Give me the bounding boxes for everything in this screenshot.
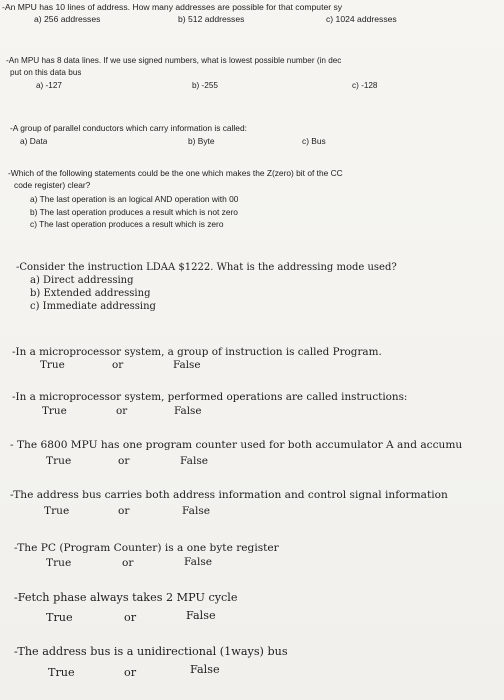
question-9-or: or [118,505,130,517]
question-9-text: -The address bus carries both address information and control signal information [10,489,448,501]
question-2-option-c: c) -128 [352,81,378,90]
question-4-text: -Which of the following statements could be the one which makes the Z(zero) bit of the CC [8,168,343,178]
question-1-option-c: c) 1024 addresses [326,14,397,24]
question-6-true: True [40,359,65,371]
question-11-or: or [124,611,137,624]
question-10-or: or [122,557,134,569]
question-12-or: or [124,666,137,679]
question-2-option-a: a) -127 [36,81,62,90]
question-3-option-c: c) Bus [302,136,326,146]
question-7-false: False [174,405,202,417]
question-2-option-b: b) -255 [192,81,218,90]
question-5-text: -Consider the instruction LDAA $1222. What is the addressing mode used? [16,262,397,273]
question-11-text: -Fetch phase always takes 2 MPU cycle [14,591,238,604]
question-4-text-line2: code register) clear? [14,180,91,190]
question-8-or: or [118,455,130,467]
question-7-text: -In a microprocessor system, performed operations are called instructions: [12,391,408,403]
question-8-true: True [46,455,72,467]
question-2-text: -An MPU has 8 data lines. If we use signed numbers, what is lowest possible number (in dec [6,56,342,65]
question-10-text: -The PC (Program Counter) is a one byte register [14,542,279,554]
question-5-option-a: a) Direct addressing [30,275,134,286]
question-3-option-a: a) Data [20,136,48,146]
question-8-text: - The 6800 MPU has one program counter used for both accumulator A and accumu [10,439,463,451]
question-11-false: False [186,609,216,622]
question-9-true: True [44,505,70,517]
question-10-false: False [184,556,213,568]
question-12-text: -The address bus is a unidirectional (1ways) bus [14,645,288,658]
question-4-option-c: c) The last operation produces a result which is zero [30,219,224,229]
question-12-true: True [48,666,75,679]
question-12-false: False [190,663,220,676]
question-7-or: or [116,405,128,417]
question-4-option-a: a) The last operation is an logical AND operation with 00 [30,194,239,204]
question-6-false: False [173,359,201,371]
question-6-text: -In a microprocessor system, a group of instruction is called Program. [12,346,382,358]
question-2-text-line2: put on this data bus [10,68,82,77]
question-4-option-b: b) The last operation produces a result which is not zero [30,207,238,217]
question-1-option-b: b) 512 addresses [178,14,245,24]
question-6-or: or [112,359,124,371]
question-5-option-c: c) Immediate addressing [30,301,156,312]
question-3-option-b: b) Byte [188,136,215,146]
question-9-false: False [182,505,211,517]
question-11-true: True [46,611,73,624]
question-5-option-b: b) Extended addressing [30,288,151,299]
question-7-true: True [42,405,67,417]
question-1-option-a: a) 256 addresses [34,14,101,24]
question-10-true: True [46,557,72,569]
question-8-false: False [180,455,209,467]
question-3-text: -A group of parallel conductors which carry information is called: [10,123,247,133]
question-1-text: -An MPU has 10 lines of address. How many addresses are possible for that computer sy [2,2,343,12]
